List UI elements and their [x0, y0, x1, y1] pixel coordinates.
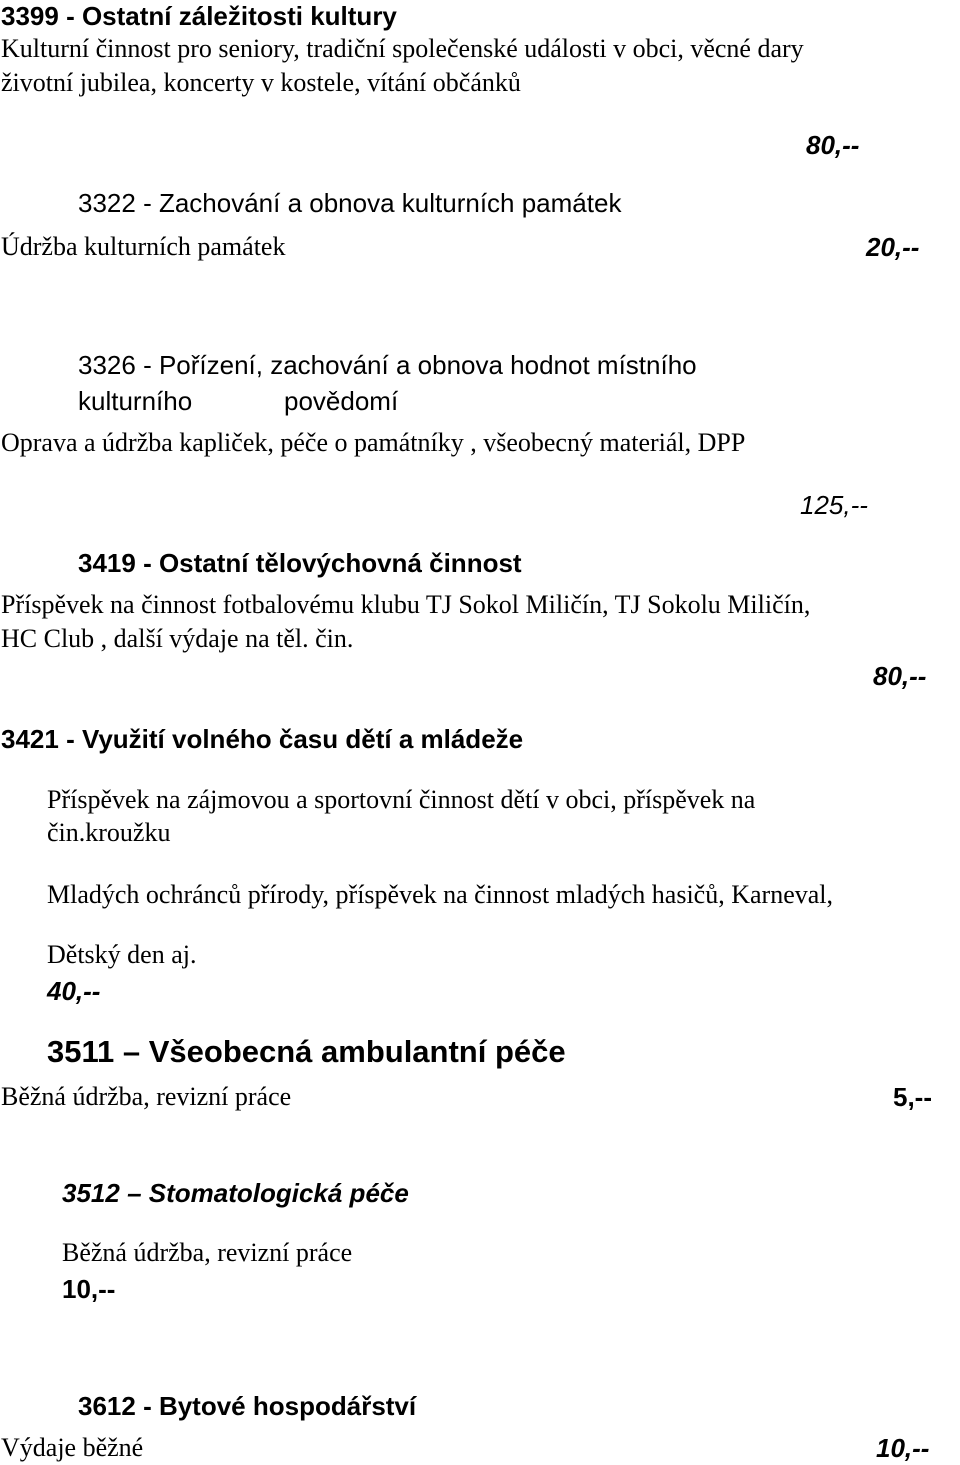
heading-3326-line2a: kulturního: [78, 386, 193, 416]
heading-3322: 3322 - Zachování a obnova kulturních památek: [78, 188, 622, 218]
amount-3512: 10,--: [62, 1274, 116, 1304]
amount-3419: 80,--: [873, 661, 927, 691]
heading-3419: 3419 - Ostatní tělovýchovná činnost: [78, 548, 522, 578]
amount-3612: 10,--: [876, 1433, 930, 1463]
description-3419-line2: HC Club , další výdaje na těl. čin.: [1, 624, 354, 653]
description-3399-line1: Kulturní činnost pro seniory, tradiční společenské události v obci, věcné dary: [1, 34, 804, 63]
amount-3326: 125,--: [800, 490, 868, 520]
description-3421-line4: Dětský den aj.: [47, 940, 197, 969]
description-3322: Údržba kulturních památek: [1, 232, 286, 261]
amount-3421: 40,--: [47, 976, 101, 1006]
heading-3399: 3399 - Ostatní záležitosti kultury: [1, 1, 397, 31]
heading-3326-line2b: povědomí: [284, 386, 399, 416]
description-3399-line2: životní jubilea, koncerty v kostele, vítání občánků: [1, 68, 521, 97]
description-3612: Výdaje běžné: [1, 1433, 144, 1462]
description-3421-line1: Příspěvek na zájmovou a sportovní činnost dětí v obci, příspěvek na: [47, 785, 756, 814]
heading-3421: 3421 - Využití volného času dětí a mládeže: [1, 724, 524, 754]
description-3421-line3: Mladých ochránců přírody, příspěvek na činnost mladých hasičů, Karneval,: [47, 880, 834, 909]
heading-3512: 3512 – Stomatologická péče: [62, 1178, 409, 1208]
heading-3612: 3612 - Bytové hospodářství: [78, 1391, 417, 1421]
description-3419-line1: Příspěvek na činnost fotbalovému klubu TJ Sokol Miličín, TJ Sokolu Miličín,: [1, 590, 811, 619]
description-3511: Běžná údržba, revizní práce: [1, 1082, 292, 1111]
description-3326: Oprava a údržba kapliček, péče o památníky , všeobecný materiál, DPP: [1, 428, 746, 457]
description-3512: Běžná údržba, revizní práce: [62, 1238, 353, 1267]
amount-3511: 5,--: [893, 1082, 932, 1112]
heading-3511: 3511 – Všeobecná ambulantní péče: [47, 1034, 566, 1069]
description-3421-line2: čin.kroužku: [47, 818, 171, 847]
heading-3326-line1: 3326 - Pořízení, zachování a obnova hodnot místního: [78, 350, 697, 380]
amount-3399: 80,--: [806, 130, 860, 160]
amount-3322: 20,--: [866, 232, 920, 262]
